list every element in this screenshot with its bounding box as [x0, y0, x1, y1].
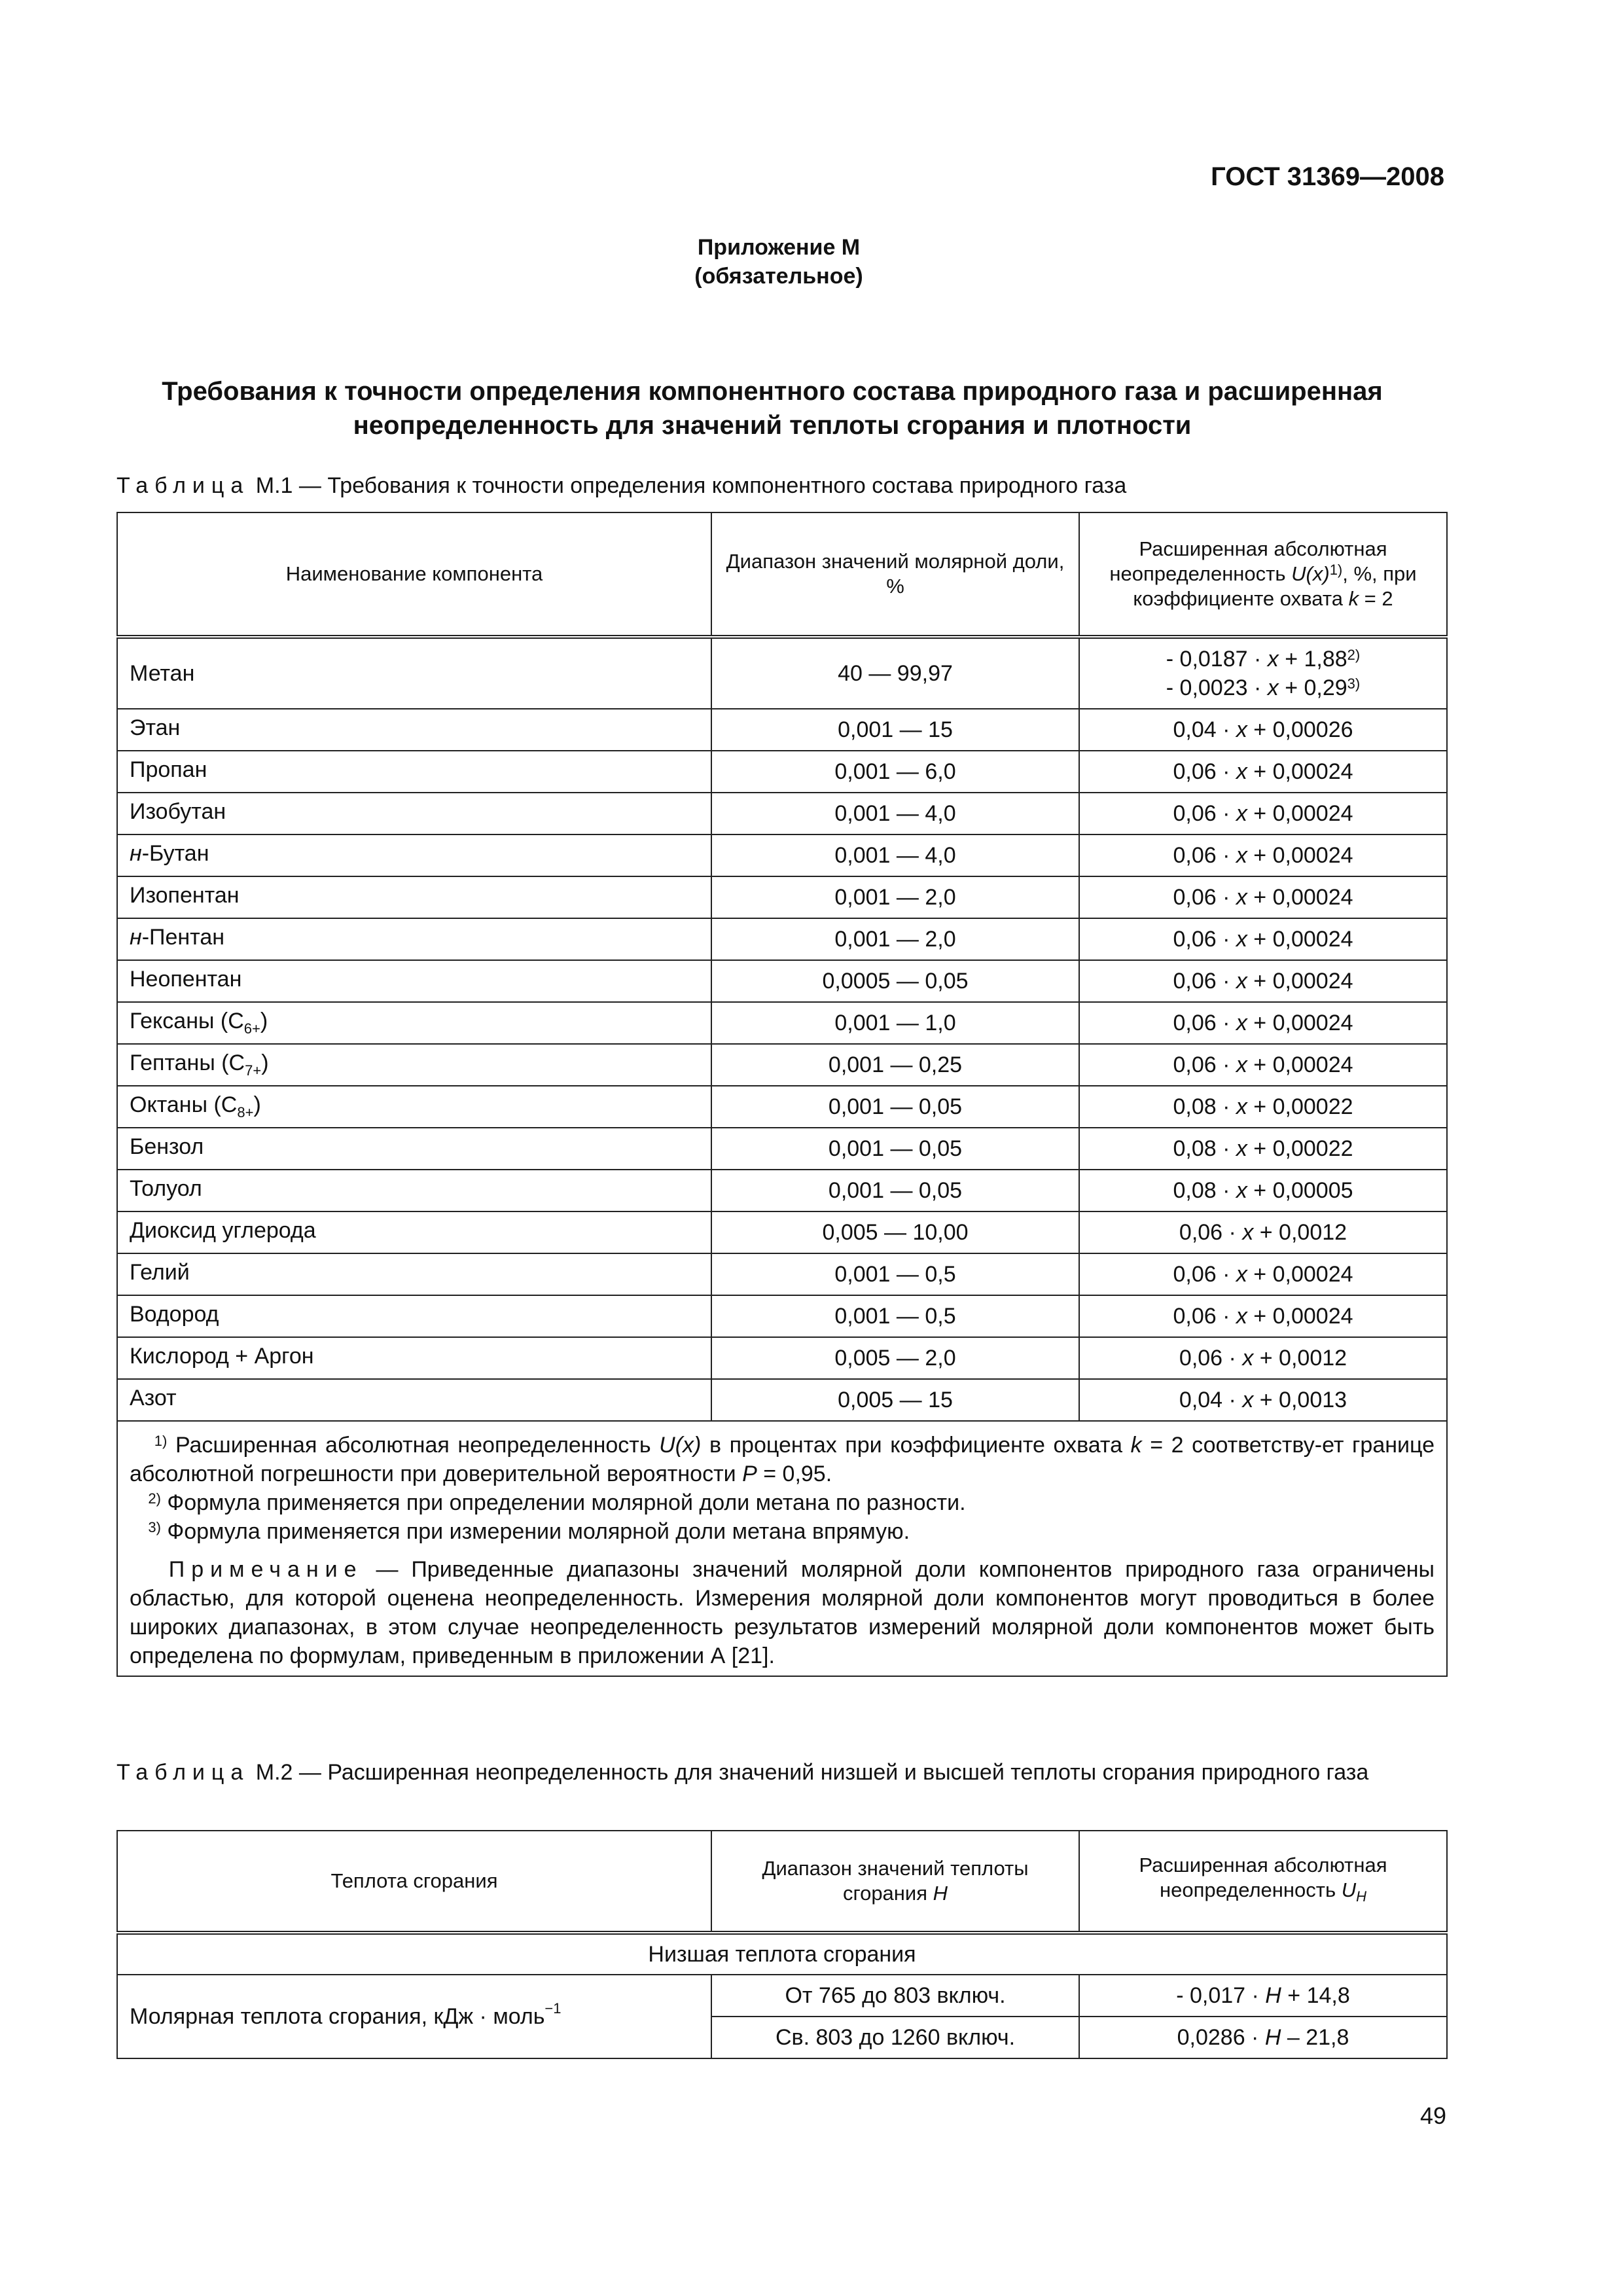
table-row [117, 1337, 1447, 1379]
component-name [117, 876, 711, 918]
table-row [117, 1211, 1447, 1253]
component-name [117, 1379, 711, 1421]
document-title [118, 374, 1427, 442]
range-value: 0,005 — 10,00 [711, 1211, 1079, 1253]
footnote-text: Расширенная абсолютная неопределенность [167, 1433, 660, 1458]
note-label: Примечание [168, 1557, 363, 1582]
table-row [117, 1086, 1447, 1128]
formula-text: 0,06 · x + 0,00024 [1173, 968, 1353, 994]
range-value: 0,001 — 2,0 [711, 876, 1079, 918]
table1-caption-text: М.1 — Требования к точности определения компонентного состава природного газа [249, 473, 1127, 498]
header-uncertainty-subscript: H [1356, 1888, 1367, 1905]
footnote-ref: 1) [1329, 562, 1343, 578]
table-row [117, 1002, 1447, 1044]
component-label: Бензол [130, 1134, 204, 1160]
range-value: 0,001 — 0,25 [711, 1044, 1079, 1086]
component-label: Кислород + Аргон [130, 1344, 314, 1369]
footnote-text: Формула применяется при измерении молярной доли метана впрямую. [160, 1519, 910, 1544]
formula-text: 0,06 · x + 0,00024 [1173, 1303, 1353, 1329]
range-value: 40 — 99,97 [711, 637, 1079, 709]
footnote-3 [130, 1517, 1435, 1546]
uncertainty-value [1079, 1379, 1447, 1421]
table1-caption-label: Таблица [116, 473, 250, 498]
table-row [117, 1170, 1447, 1211]
component-name [117, 1128, 711, 1170]
component-name [117, 1295, 711, 1337]
uncertainty-value [1079, 1295, 1447, 1337]
range-value: 0,001 — 0,05 [711, 1170, 1079, 1211]
formula-text: 0,06 · x + 0,0012 [1179, 1345, 1347, 1371]
table2-caption-label: Таблица [116, 1760, 250, 1785]
component-label: Гептаны (C [130, 1050, 245, 1076]
formula-text: 0,06 · x + 0,00024 [1173, 842, 1353, 868]
component-label: Толуол [130, 1176, 202, 1202]
formula-text: 0,06 · x + 0,00024 [1173, 800, 1353, 826]
component-name [117, 1211, 711, 1253]
uncertainty-value [1079, 918, 1447, 960]
footnote-text: Формула применяется при определении молярной доли метана по разности. [160, 1490, 966, 1515]
table1-notes [117, 1421, 1447, 1676]
formula-text: 0,0286 · H – 21,8 [1177, 2024, 1349, 2050]
component-label: Октаны (C [130, 1092, 238, 1118]
range-value: 0,001 — 0,5 [711, 1253, 1079, 1295]
table1-note [130, 1555, 1435, 1670]
appendix-heading [0, 233, 1558, 291]
component-name [117, 918, 711, 960]
uncertainty-value [1079, 751, 1447, 793]
footnote-ref: 3) [1347, 675, 1361, 692]
component-name [117, 960, 711, 1002]
component-label: Гелий [130, 1260, 190, 1285]
formula-text: - 0,0187 · x + 1,88 [1166, 647, 1347, 672]
component-prefix: н [130, 925, 142, 950]
page-number: 49 [1419, 2102, 1446, 2129]
uncertainty-value [1079, 834, 1447, 876]
table-row [117, 1295, 1447, 1337]
component-suffix: ) [260, 1009, 268, 1034]
range-value: Св. 803 до 1260 включ. [711, 2017, 1079, 2058]
component-label: Гексаны (C [130, 1009, 244, 1034]
table2-caption-text: М.2 — Расширенная неопределенность для значений низшей и высшей теплоты сгорания природного газа [249, 1760, 1369, 1785]
range-value: От 765 до 803 включ. [711, 1975, 1079, 2017]
footnote-2 [130, 1488, 1435, 1517]
component-subscript: 6+ [243, 1020, 260, 1037]
header-uncertainty-symbol: U [1341, 1878, 1357, 1901]
formula-text: 0,06 · x + 0,00024 [1173, 926, 1353, 952]
component-subscript: 7+ [245, 1062, 262, 1079]
formula-text: 0,06 · x + 0,0012 [1179, 1219, 1347, 1245]
component-name [117, 709, 711, 751]
table-row [117, 1379, 1447, 1421]
component-label: Пропан [130, 757, 207, 783]
footnote-text: = 0,95. [757, 1462, 832, 1486]
document-title-line-2: неопределенность для значений теплоты сгорания и плотности [353, 411, 1192, 440]
table-row [117, 876, 1447, 918]
table1-header-name: Наименование компонента [117, 512, 711, 637]
range-value: 0,001 — 2,0 [711, 918, 1079, 960]
table-row [117, 918, 1447, 960]
formula-text: 0,08 · x + 0,00022 [1173, 1136, 1353, 1161]
uncertainty-value [1079, 637, 1447, 709]
section-label: Низшая теплота сгорания [117, 1933, 1447, 1975]
uncertainty-value [1079, 793, 1447, 834]
table-row [117, 1044, 1447, 1086]
range-value: 0,0005 — 0,05 [711, 960, 1079, 1002]
footnote-mark: 1) [154, 1433, 168, 1449]
footnote-mark: 2) [148, 1490, 161, 1507]
formula-text: 0,06 · x + 0,00024 [1173, 759, 1353, 784]
header-coverage-symbol: k [1348, 587, 1359, 610]
component-label: Неопентан [130, 967, 242, 992]
table-row [117, 751, 1447, 793]
header-range-symbol: H [933, 1882, 948, 1905]
header-uncertainty-text: , %, при коэффициенте охвата [1133, 562, 1417, 610]
header-uncertainty-text: Расширенная абсолютная неопределенность [1139, 1853, 1387, 1901]
uncertainty-value [1079, 2017, 1447, 2058]
range-value: 0,001 — 4,0 [711, 834, 1079, 876]
uncertainty-value [1079, 709, 1447, 751]
range-value: 0,001 — 0,05 [711, 1086, 1079, 1128]
formula-text: 0,04 · x + 0,0013 [1179, 1387, 1347, 1412]
component-name [117, 1253, 711, 1295]
component-label: Диоксид углерода [130, 1218, 316, 1244]
footnote-symbol: k [1130, 1433, 1142, 1458]
formula-text: - 0,0023 · x + 0,29 [1166, 675, 1347, 700]
standard-number: ГОСТ 31369—2008 [1211, 162, 1444, 191]
methane-formula-1 [1092, 645, 1435, 673]
range-value: 0,005 — 2,0 [711, 1337, 1079, 1379]
range-value: 0,001 — 15 [711, 709, 1079, 751]
table1-header-row [117, 512, 1447, 637]
range-value: 0,005 — 15 [711, 1379, 1079, 1421]
footnote-text: = 2 соответству-ет границе абсолютной погрешности при доверительной вероятности [130, 1433, 1435, 1486]
component-label: Изобутан [130, 799, 226, 825]
formula-text: 0,06 · x + 0,00024 [1173, 1010, 1353, 1035]
footnote-text: в процентах при коэффициенте охвата [701, 1433, 1131, 1458]
table-row [117, 637, 1447, 709]
range-value: 0,001 — 4,0 [711, 793, 1079, 834]
table1-header-range: Диапазон значений молярной доли, % [711, 512, 1079, 637]
footnote-symbol: U(x) [659, 1433, 702, 1458]
table1-caption [116, 471, 1432, 500]
header-uncertainty-text: Расширенная абсолютная неопределенность [1109, 537, 1387, 585]
formula-text: 0,06 · x + 0,00024 [1173, 1261, 1353, 1287]
methane-formula-2 [1092, 673, 1435, 702]
component-label: Водород [130, 1302, 219, 1327]
note-text: — Приведенные диапазоны значений молярной доли компонентов природного газа ограничены областью, для которой оценена неопределенность. Измерения молярной доли компонентов могут проводиться в более широких диапазонах, в этом случае неопределенность результатов измерений молярной доли компонентов может быть определена по формулам, приведенным в приложении А [21]. [130, 1557, 1435, 1668]
uncertainty-value [1079, 1044, 1447, 1086]
component-prefix: н [130, 841, 142, 867]
component-label: Изопентан [130, 883, 240, 908]
header-range-text: Диапазон значений теплоты сгорания [762, 1857, 1029, 1905]
uncertainty-value [1079, 1170, 1447, 1211]
table-row [117, 960, 1447, 1002]
component-name [117, 1086, 711, 1128]
uncertainty-value [1079, 1211, 1447, 1253]
header-uncertainty-text: = 2 [1359, 587, 1393, 610]
component-name [117, 1002, 711, 1044]
uncertainty-value [1079, 1975, 1447, 2017]
uncertainty-value [1079, 876, 1447, 918]
molar-heat-text: Молярная теплота сгорания, кДж · моль [130, 2003, 545, 2029]
component-name [117, 1170, 711, 1211]
uncertainty-value [1079, 1086, 1447, 1128]
uncertainty-value [1079, 1253, 1447, 1295]
formula-text: 0,08 · x + 0,00005 [1173, 1177, 1353, 1203]
component-suffix: ) [261, 1050, 269, 1076]
component-label: -Бутан [141, 841, 209, 867]
uncertainty-value [1079, 1128, 1447, 1170]
component-label: -Пентан [141, 925, 225, 950]
table2-header-row [117, 1831, 1447, 1933]
table-row [117, 834, 1447, 876]
formula-text: 0,08 · x + 0,00022 [1173, 1094, 1353, 1119]
molar-heat-label [117, 1975, 711, 2058]
component-name [117, 793, 711, 834]
range-value: 0,001 — 0,5 [711, 1295, 1079, 1337]
unit-exponent: −1 [544, 2000, 562, 2017]
table1-notes-row [117, 1421, 1447, 1676]
uncertainty-value [1079, 1002, 1447, 1044]
range-value: 0,001 — 0,05 [711, 1128, 1079, 1170]
component-label: Этан [130, 715, 181, 741]
table-m2 [116, 1830, 1448, 2059]
formula-text: 0,06 · x + 0,00024 [1173, 1052, 1353, 1077]
component-name: Метан [117, 637, 711, 709]
range-value: 0,001 — 1,0 [711, 1002, 1079, 1044]
uncertainty-value [1079, 960, 1447, 1002]
table-row [117, 1128, 1447, 1170]
table1-header-uncertainty [1079, 512, 1447, 637]
component-name [117, 751, 711, 793]
footnote-mark: 3) [148, 1519, 161, 1535]
footnote-1 [130, 1431, 1435, 1488]
table-row [117, 1975, 1447, 2017]
footnote-ref: 2) [1347, 647, 1361, 663]
table2-caption [116, 1758, 1432, 1787]
table-row [117, 709, 1447, 751]
table2-header-uncertainty [1079, 1831, 1447, 1933]
component-name [117, 1337, 711, 1379]
table-m1 [116, 512, 1448, 1677]
table-row [117, 1253, 1447, 1295]
formula-text: 0,06 · x + 0,00024 [1173, 884, 1353, 910]
component-suffix: ) [253, 1092, 261, 1118]
document-title-line-1: Требования к точности определения компонентного состава природного газа и расширенная [162, 377, 1383, 406]
table1-body [117, 709, 1447, 1421]
table2-header-name: Теплота сгорания [117, 1831, 711, 1933]
table2-header-range [711, 1831, 1079, 1933]
component-name [117, 1044, 711, 1086]
table-row [117, 793, 1447, 834]
appendix-status: (обязательное) [694, 264, 863, 289]
appendix-title: Приложение М [697, 235, 861, 260]
component-label: Азот [130, 1386, 177, 1411]
table2-section-row [117, 1933, 1447, 1975]
component-name [117, 834, 711, 876]
formula-text: 0,04 · x + 0,00026 [1173, 717, 1353, 742]
uncertainty-value [1079, 1337, 1447, 1379]
formula-text: - 0,017 · H + 14,8 [1176, 1982, 1350, 2008]
component-subscript: 8+ [237, 1103, 254, 1121]
footnote-symbol: P [742, 1462, 757, 1486]
range-value: 0,001 — 6,0 [711, 751, 1079, 793]
header-uncertainty-symbol: U(x) [1291, 562, 1330, 585]
